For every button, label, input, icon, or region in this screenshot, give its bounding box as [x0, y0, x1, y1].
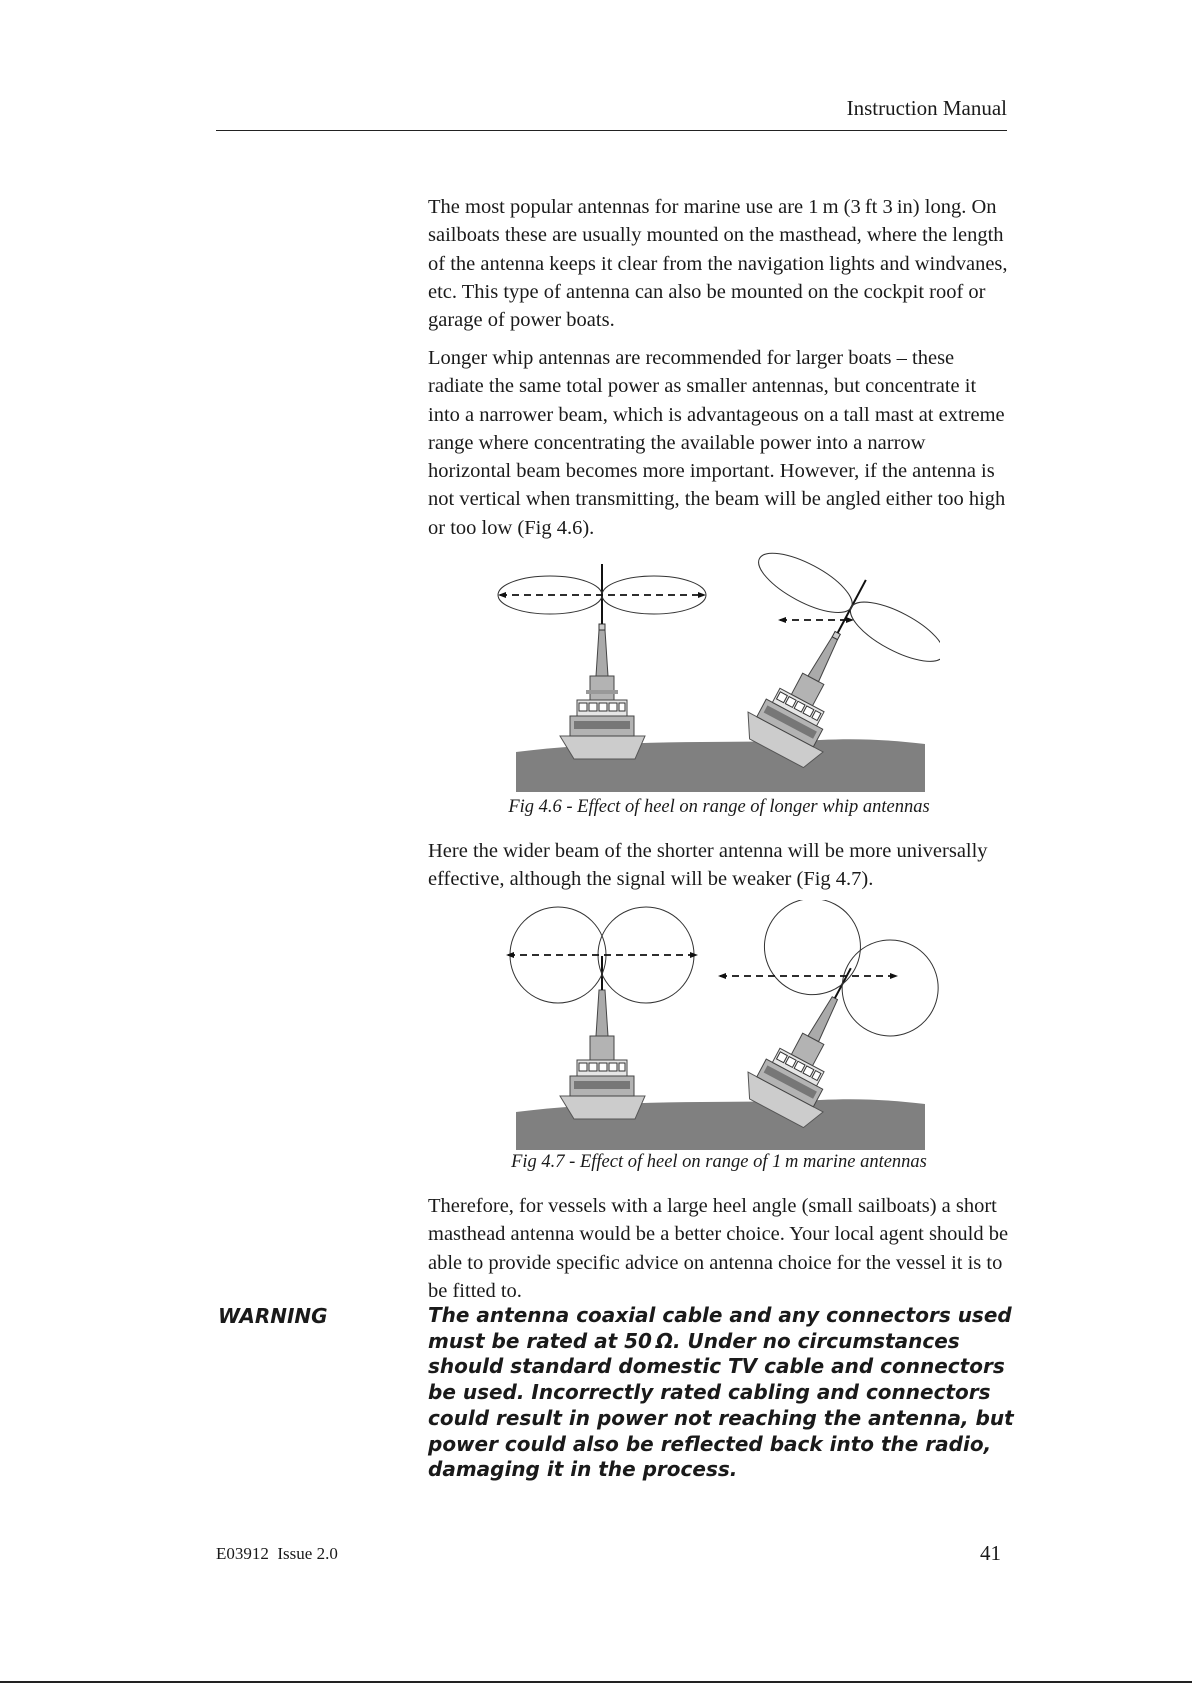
figure-4-6-heel-long-whip [480, 550, 940, 792]
page-number: 41 [980, 1541, 1001, 1565]
upright-ship [498, 564, 706, 759]
footer-doc-ref: E03912 Issue 2.0 [216, 1544, 338, 1563]
warning-text: The antenna coaxial cable and any connectors used must be rated at 50 Ω. Under no circumstances should standard domestic TV cable and connectors be used. Incorrectly rated cabling and connectors could result in power not reaching the antenna, but power could also be reflected back into the radio, damaging it in the process. [428, 1303, 1014, 1482]
figure-4-7-heel-1m-antenna [480, 900, 940, 1150]
upright-ship [506, 907, 698, 1119]
paragraph-long-whip: Longer whip antennas are recommended for larger boats – these radiate the same total power as smaller antennas, but concentrate it into a narrower beam, which is advantageous on a tall mast at extreme range where concentrating the available power into a narrow horizontal beam becomes more important. However, if the antenna is not vertical when transmitting, the beam will be angled either too high or too low (Fig 4.6). [428, 347, 1006, 539]
warning-label: WARNING [218, 1304, 328, 1328]
page-header [216, 96, 1007, 131]
figure-4-7-caption: Fig 4.7 - Effect of heel on range of 1 m marine antennas [511, 1152, 927, 1172]
paragraph-wider-beam: Here the wider beam of the shorter antenna will be more universally effective, although the signal will be weaker (Fig 4.7). [428, 840, 988, 891]
figure-4-6-caption: Fig 4.6 - Effect of heel on range of longer whip antennas [508, 797, 930, 817]
paragraph-heel-advice: Therefore, for vessels with a large heel angle (small sailboats) a short masthead antenna would be a better choice. Your local agent should be able to provide specific advice on antenna choice for the vessel it is to be fitted to. [428, 1195, 1009, 1302]
paragraph-antenna-length: The most popular antennas for marine use are 1 m (3 ft 3 in) long. On sailboats these are usually mounted on the masthead, where the length of the antenna keeps it clear from the navigation lights and windvanes, etc. This type of antenna can also be mounted on the cockpit roof or garage of power boats. [428, 196, 1008, 332]
header-title: Instruction Manual [846, 96, 1007, 120]
bottom-divider [0, 1681, 1192, 1683]
